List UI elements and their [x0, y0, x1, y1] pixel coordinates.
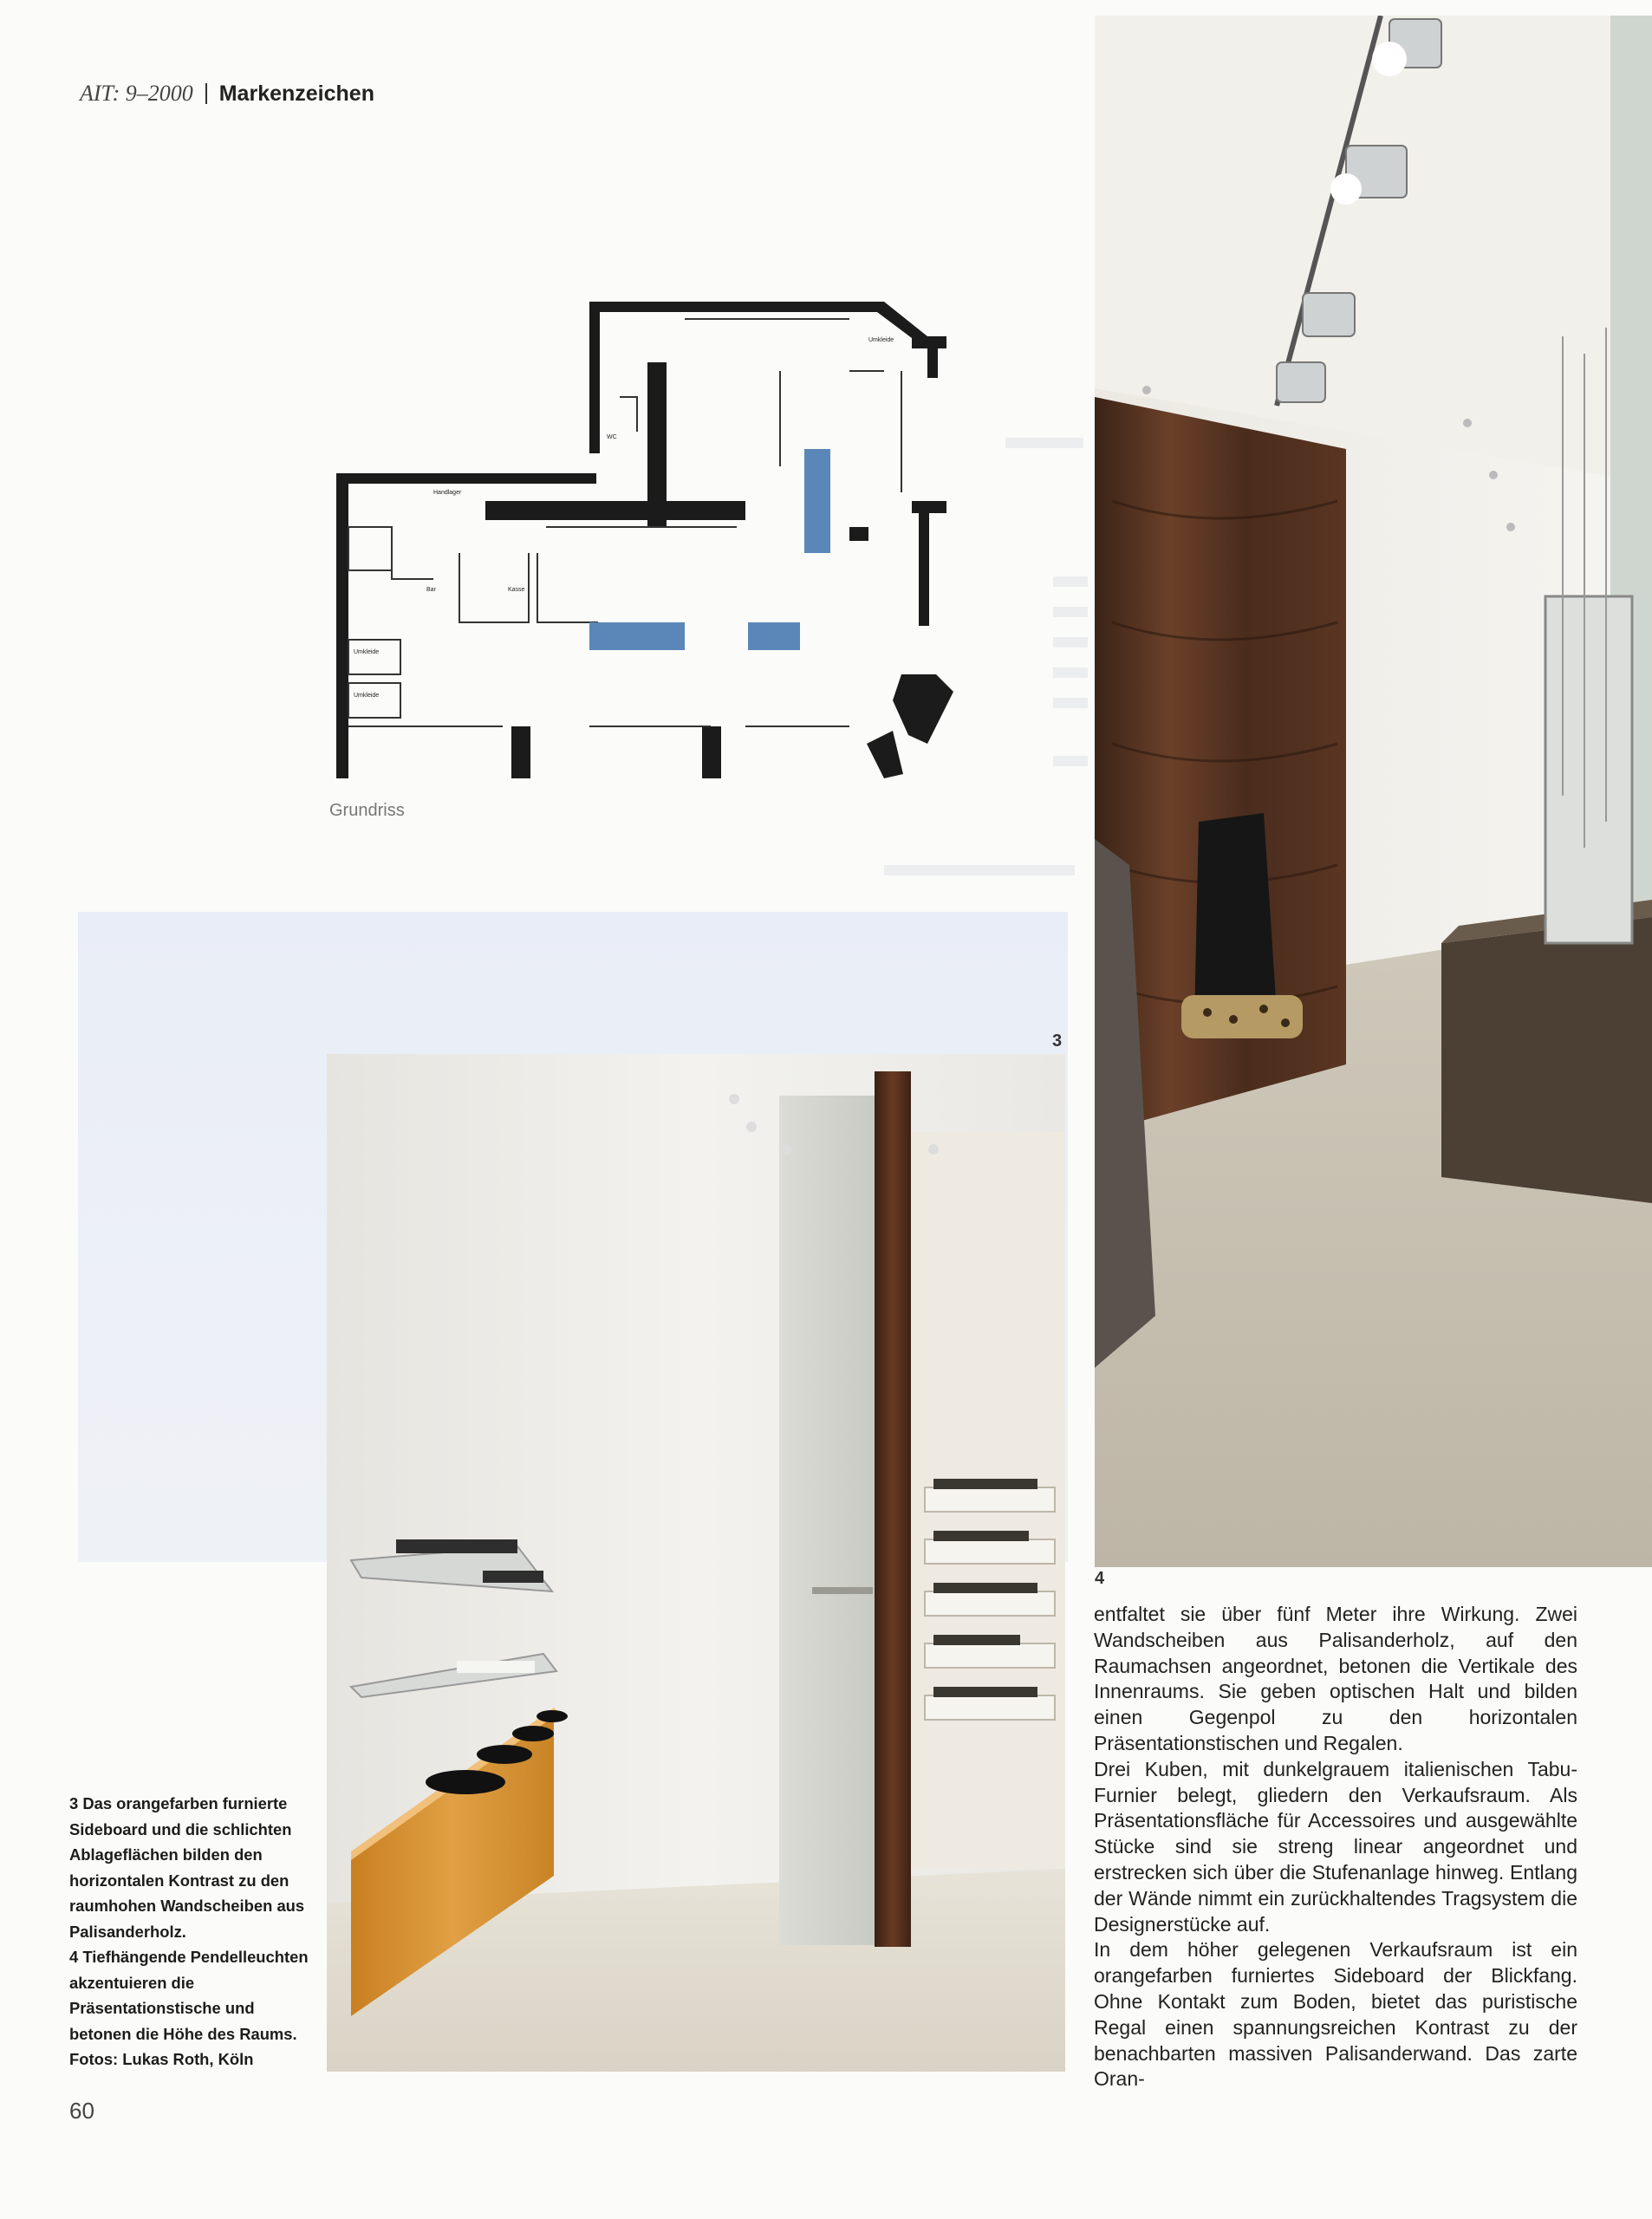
caption-figure-4: 4 Tiefhängende Pendelleuchten akzentuieren die Präsentationstische und betonen die Höhe des Raums.	[69, 1948, 309, 2043]
body-paragraph-1: entfaltet sie über fünf Meter ihre Wirkung. Zwei Wandscheiben aus Palisanderholz, auf den Raumachsen angeordnet, betonen die Vertikale des Innenraums. Sie geben optischen Halt und bilden einen Gegenpol zu den horizontalen Präsentationstischen und Regalen.	[1094, 1603, 1577, 1754]
plan-label-bar: Bar	[426, 587, 436, 593]
journal-issue: AIT: 9–2000	[80, 81, 193, 106]
page-number: 60	[69, 2098, 94, 2124]
running-header	[80, 76, 374, 111]
plan-label-umkleide-2: Umkleide	[354, 693, 380, 699]
header-divider	[205, 83, 207, 104]
photo-store-interior	[1095, 16, 1652, 1567]
article-body	[1094, 1602, 1577, 2092]
plan-label-umkleide-1: Umkleide	[354, 649, 380, 655]
plan-label-wc: WC	[607, 434, 617, 440]
photo-credit: Fotos: Lukas Roth, Köln	[69, 2050, 254, 2068]
figure-3-number: 3	[1052, 1031, 1063, 1051]
plan-label-kasse: Kasse	[508, 587, 525, 593]
plan-label-handlager: Handlager	[433, 490, 462, 496]
section-title: Markenzeichen	[218, 81, 374, 106]
floor-plan-caption: Grundriss	[329, 801, 405, 820]
caption-figure-3: 3 Das orangefarben furnierte Sideboard und die schlichten Ablageflächen bilden den horizontalen Kontrast zu den raumhohen Wandscheiben aus Palisanderholz.	[69, 1794, 305, 1941]
photo-sideboard-interior	[327, 1054, 1065, 2072]
figure-4-number: 4	[1095, 1569, 1105, 1588]
photo-captions	[69, 1791, 321, 2073]
floor-plan	[329, 293, 988, 787]
plan-label-umkleide-3: Umkleide	[868, 337, 894, 343]
body-paragraph-3: In dem höher gelegenen Verkaufsraum ist ein orangefarben furniertes Sideboard der Blickfang. Ohne Kontakt zum Boden, bietet das puristische Regal einen spannungsreichen Kontrast zu der benachbarten massiven Palisanderwand. Das zarte Oran-	[1094, 1938, 1577, 2091]
body-paragraph-2: Drei Kuben, mit dunkelgrauem italienischen Tabu-Furnier belegt, gliedern den Verkaufsraum. Als Präsentationsfläche für Accessoires und ausgewählte Stücke sind sie streng linear angeordnet und erstrecken sich über die Stufenanlage hinweg. Entlang der Wände nimmt ein zurückhaltendes Tragsystem die Designerstücke auf.	[1094, 1757, 1577, 1936]
